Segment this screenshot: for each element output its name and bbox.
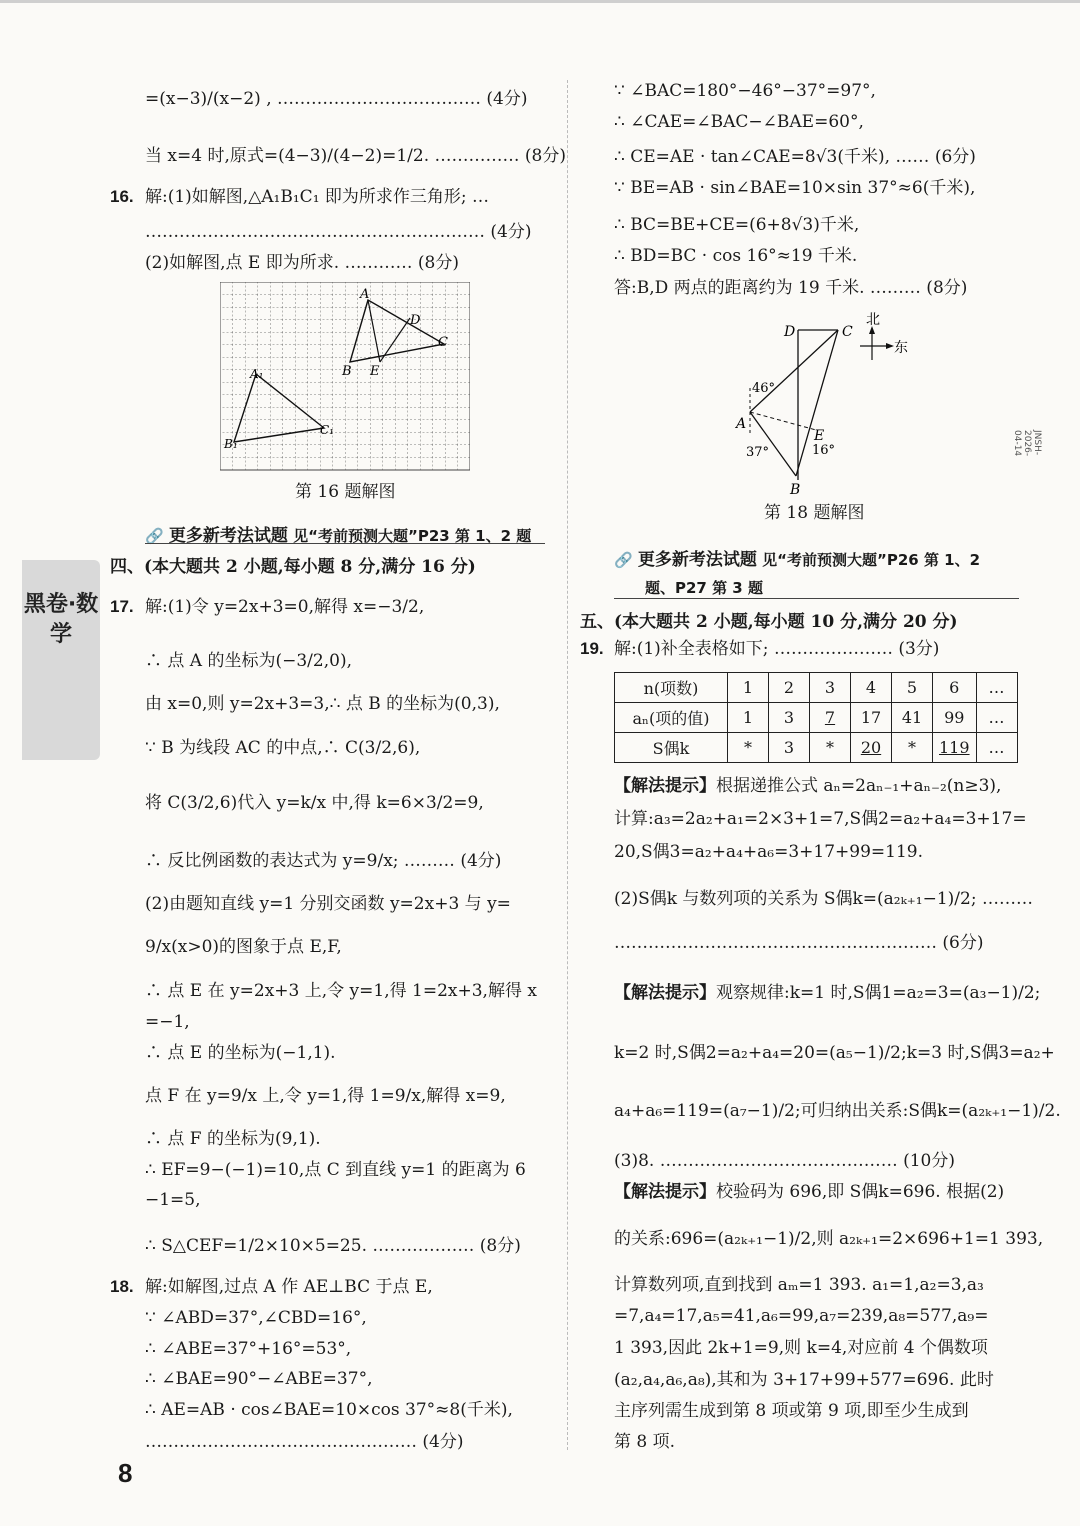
line: 答:B,D 两点的距离约为 19 千米. ……… (8分)	[614, 278, 968, 298]
label-c: C	[438, 335, 448, 350]
table-cell: …	[976, 733, 1017, 763]
east-arrow-icon	[886, 343, 894, 349]
link-icon: 🔗	[145, 527, 164, 545]
table-cell: 3	[769, 733, 810, 763]
line-wrap	[614, 277, 967, 299]
watermark: JNSH-2026-04-14	[1012, 430, 1042, 457]
question-number: 19.	[580, 639, 604, 658]
side-tab-label	[22, 590, 100, 650]
line: ∵ BE=AB · sin∠BAE=10×sin 37°≈6(千米),	[614, 178, 976, 198]
line-wrap	[145, 1399, 513, 1421]
table-cell: 7	[810, 703, 851, 733]
line: =−1,	[145, 1012, 190, 1032]
banner-rule	[145, 543, 545, 544]
more-questions-banner	[614, 545, 980, 570]
angle-16: 16°	[812, 443, 836, 458]
table-cell: 2	[769, 673, 810, 703]
line: 校验码为 696,即 S偶k=696. 根据(2)	[716, 1182, 1005, 1202]
line: 计算数列项,直到找到 aₘ=1 393. a₁=1,a₂=3,a₃	[614, 1275, 984, 1295]
line-wrap	[614, 808, 1027, 830]
angle-37: 37°	[746, 445, 770, 460]
line-wrap	[614, 214, 859, 236]
line: 主序列需生成到第 8 项或第 9 项,即至少生成到	[614, 1401, 969, 1421]
line: 解:(1)令 y=2x+3=0,解得 x=−3/2,	[145, 597, 425, 617]
line-wrap	[614, 80, 876, 102]
line-wrap	[145, 1431, 463, 1453]
line: 由 x=0,则 y=2x+3=3,∴ 点 B 的坐标为(0,3),	[145, 694, 500, 714]
hint-label: 【解法提示】	[614, 1182, 716, 1202]
line-wrap	[145, 893, 511, 915]
line-wrap	[614, 1228, 1043, 1250]
line-wrap	[614, 1369, 994, 1391]
line: ∴ 点 E 的坐标为(−1,1).	[145, 1043, 336, 1063]
table-cell: 4	[851, 673, 892, 703]
top-rule	[0, 0, 1080, 3]
line-wrap	[614, 841, 923, 863]
line: ∴ CE=AE · tan∠CAE=8√3(千米), …… (6分)	[614, 147, 976, 167]
label-a: A	[360, 287, 370, 302]
line-wrap	[145, 1307, 367, 1329]
label-c: C	[842, 324, 853, 340]
line: a₄+a₆=119=(a₇−1)/2;可归纳出关系:S偶k=(a₂ₖ₊₁−1)/2.	[614, 1101, 1061, 1121]
line: 的关系:696=(a₂ₖ₊₁−1)/2,则 a₂ₖ₊₁=2×696+1=1 393,	[614, 1229, 1044, 1249]
line: ∴ ∠CAE=∠BAC−∠BAE=60°,	[614, 112, 864, 132]
table-cell: n(项数)	[615, 673, 728, 703]
table-cell: 41	[892, 703, 933, 733]
line: 第 8 项.	[614, 1432, 676, 1452]
banner-title: 更多新考法试题	[168, 526, 288, 546]
line: 1 393,因此 2k+1=9,则 k=4,对应前 4 个偶数项	[614, 1338, 988, 1358]
line-wrap	[614, 1337, 988, 1359]
hint-label: 【解法提示】	[614, 776, 716, 796]
line: ∵ ∠BAC=180°−46°−37°=97°,	[614, 81, 876, 101]
line-wrap	[145, 596, 424, 618]
table-cell: 1	[728, 673, 769, 703]
label-e: E	[370, 364, 380, 379]
sequence-table	[614, 672, 1018, 763]
table-cell: aₙ(项的值)	[615, 703, 728, 733]
table-cell: 6	[933, 673, 977, 703]
line-wrap	[145, 1338, 351, 1360]
banner-title: 更多新考法试题	[637, 550, 757, 570]
line: 解:(1)如解图,△A₁B₁C₁ 即为所求作三角形; …	[145, 187, 490, 207]
figure-caption: 第 16 题解图	[295, 482, 396, 502]
line-wrap	[145, 1042, 336, 1064]
line-wrap	[614, 111, 864, 133]
line: (3)8. …………………………………… (10分)	[614, 1151, 956, 1171]
line-wrap	[145, 936, 342, 958]
line: k=2 时,S偶2=a₂+a₄=20=(a₅−1)/2;k=3 时,S偶3=a₂+	[614, 1043, 1055, 1063]
line: ∴ 点 E 在 y=2x+3 上,令 y=1,得 1=2x+3,解得 x	[145, 981, 537, 1001]
side-tab-text: 黑卷·数学	[23, 592, 99, 647]
line: ∴ EF=9−(−1)=10,点 C 到直线 y=1 的距离为 6	[145, 1160, 526, 1180]
column-divider	[567, 80, 568, 1450]
table-cell: *	[728, 733, 769, 763]
line: …………………………………………………… (4分)	[145, 222, 532, 242]
line-wrap	[145, 1011, 190, 1033]
line-wrap	[614, 1100, 1061, 1122]
line: 解:如解图,过点 A 作 AE⊥BC 于点 E,	[145, 1277, 433, 1297]
line: 9/x(x>0)的图象于点 E,F,	[145, 937, 342, 957]
line-wrap	[614, 1042, 1055, 1064]
figure-18	[720, 308, 920, 498]
line-wrap	[614, 775, 1001, 797]
question-number: 16.	[110, 187, 134, 206]
line-wrap	[614, 1305, 988, 1327]
line-wrap	[614, 932, 983, 954]
line: ∴ 点 F 的坐标为(9,1).	[145, 1129, 321, 1149]
table-cell: 119	[933, 733, 977, 763]
line: (2)S偶k 与数列项的关系为 S偶k=(a₂ₖ₊₁−1)/2; ………	[614, 889, 1033, 909]
hint-label: 【解法提示】	[614, 983, 716, 1003]
line-wrap	[145, 737, 420, 759]
line: 将 C(3/2,6)代入 y=k/x 中,得 k=6×3/2=9,	[145, 793, 484, 813]
table-cell: 3	[810, 673, 851, 703]
line: ∴ ∠BAE=90°−∠ABE=37°,	[145, 1369, 373, 1389]
table-cell: *	[892, 733, 933, 763]
label-a: A	[736, 416, 747, 432]
figure-caption: 第 18 题解图	[764, 503, 865, 523]
label-d: D	[410, 313, 421, 328]
line-wrap	[145, 1085, 506, 1107]
line: ∴ S△CEF=1/2×10×5=25. ……………… (8分)	[145, 1236, 521, 1256]
line: (a₂,a₄,a₆,a₈),其和为 3+17+99+577=696. 此时	[614, 1370, 994, 1390]
segment-ab	[750, 412, 796, 476]
line-wrap	[145, 1128, 321, 1150]
line-wrap	[614, 1431, 675, 1453]
line: 观察规律:k=1 时,S偶1=a₂=3=(a₃−1)/2;	[716, 983, 1041, 1003]
label-a1: A₁	[250, 367, 264, 381]
line-wrap	[145, 1159, 526, 1181]
line-wrap	[614, 146, 976, 168]
label-e: E	[814, 428, 825, 444]
table-row	[615, 703, 1018, 733]
line-wrap	[145, 850, 501, 872]
line: (2)由题知直线 y=1 分别交函数 y=2x+3 与 y=	[145, 894, 511, 914]
line: ………………………………………………… (6分)	[614, 933, 984, 953]
table-cell: 17	[851, 703, 892, 733]
line-wrap	[145, 650, 352, 672]
line-wrap	[145, 980, 537, 1002]
table-cell: …	[976, 703, 1017, 733]
line: 解:(1)补全表格如下; ………………… (3分)	[614, 639, 940, 659]
question-number: 17.	[110, 597, 134, 616]
label-b: B	[342, 364, 352, 379]
side-tab	[22, 560, 100, 760]
table-row	[615, 673, 1018, 703]
table-cell: 5	[892, 673, 933, 703]
line: ∵ ∠ABD=37°,∠CBD=16°,	[145, 1308, 367, 1328]
line-wrap	[145, 1368, 372, 1390]
table-row	[615, 733, 1018, 763]
question-number: 18.	[110, 1277, 134, 1296]
label-b1: B₁	[224, 437, 238, 451]
table-cell: S偶k	[615, 733, 728, 763]
line-wrap	[614, 177, 975, 199]
line-wrap	[614, 1181, 1004, 1203]
label-b: B	[790, 482, 801, 498]
table-cell: 99	[933, 703, 977, 733]
banner-ref: 见“考前预测大题”P26 第 1、2	[762, 551, 981, 569]
segment-ae	[750, 412, 816, 430]
banner-rule	[614, 598, 1019, 599]
line: ∵ B 为线段 AC 的中点,∴ C(3/2,6),	[145, 738, 421, 758]
figure-16	[220, 282, 470, 472]
table-cell: 20	[851, 733, 892, 763]
line: ∴ ∠ABE=37°+16°=53°,	[145, 1339, 352, 1359]
label-east: 东	[894, 340, 908, 356]
line: ∴ AE=AB · cos∠BAE=10×cos 37°≈8(千米),	[145, 1400, 513, 1420]
table-cell: …	[976, 673, 1017, 703]
table-cell: 1	[728, 703, 769, 733]
line-wrap	[614, 982, 1040, 1004]
section-heading: 四、(本大题共 2 小题,每小题 8 分,满分 16 分)	[110, 557, 476, 577]
line-wrap	[145, 693, 500, 715]
label-c1: C₁	[320, 423, 334, 437]
line: ………………………………………… (4分)	[145, 1432, 464, 1452]
line: 根据递推公式 aₙ=2aₙ₋₁+aₙ₋₂(n≥3),	[716, 776, 1002, 796]
line: 点 F 在 y=9/x 上,令 y=1,得 1=9/x,解得 x=9,	[145, 1086, 506, 1106]
banner-ref-cont: 题、P27 第 3 题	[645, 579, 763, 597]
line: (2)如解图,点 E 即为所求. ………… (8分)	[145, 253, 459, 273]
line: ∴ BD=BC · cos 16°≈19 千米.	[614, 246, 858, 266]
line: =(x−3)/(x−2) , ……………………………… (4分)	[145, 89, 528, 109]
line-wrap	[614, 245, 857, 267]
line-wrap	[614, 1400, 969, 1422]
line: 计算:a₃=2a₂+a₁=2×3+1=7,S偶2=a₂+a₄=3+17=	[614, 809, 1027, 829]
line-wrap	[145, 792, 484, 814]
link-icon: 🔗	[614, 551, 633, 569]
segment-ac	[750, 330, 838, 412]
line: −1=5,	[145, 1190, 201, 1210]
line: ∴ 反比例函数的表达式为 y=9/x; ……… (4分)	[145, 851, 502, 871]
angle-46: 46°	[752, 381, 776, 396]
line: 当 x=4 时,原式=(4−3)/(4−2)=1/2. …………… (8分)	[145, 146, 567, 166]
line-wrap	[614, 1150, 955, 1172]
banner-ref: 见“考前预测大题”P23 第 1、2 题	[293, 527, 532, 545]
section-heading: 五、(本大题共 2 小题,每小题 10 分,满分 20 分)	[580, 612, 958, 632]
line-wrap	[145, 1276, 433, 1298]
page-number: 8	[118, 1458, 133, 1488]
table-cell: 3	[769, 703, 810, 733]
line-wrap	[145, 1235, 521, 1257]
line-wrap	[614, 1274, 984, 1296]
line: ∴ 点 A 的坐标为(−3/2,0),	[145, 651, 352, 671]
line: ∴ BC=BE+CE=(6+8√3)千米,	[614, 215, 860, 235]
label-north: 北	[866, 312, 880, 328]
table-cell: *	[810, 733, 851, 763]
line-wrap	[145, 1189, 201, 1211]
line: 20,S偶3=a₂+a₄+a₆=3+17+99=119.	[614, 842, 923, 862]
line-wrap	[614, 888, 1033, 910]
line: =7,a₄=17,a₅=41,a₆=99,a₇=239,a₈=577,a₉=	[614, 1306, 989, 1326]
label-d: D	[784, 324, 796, 340]
